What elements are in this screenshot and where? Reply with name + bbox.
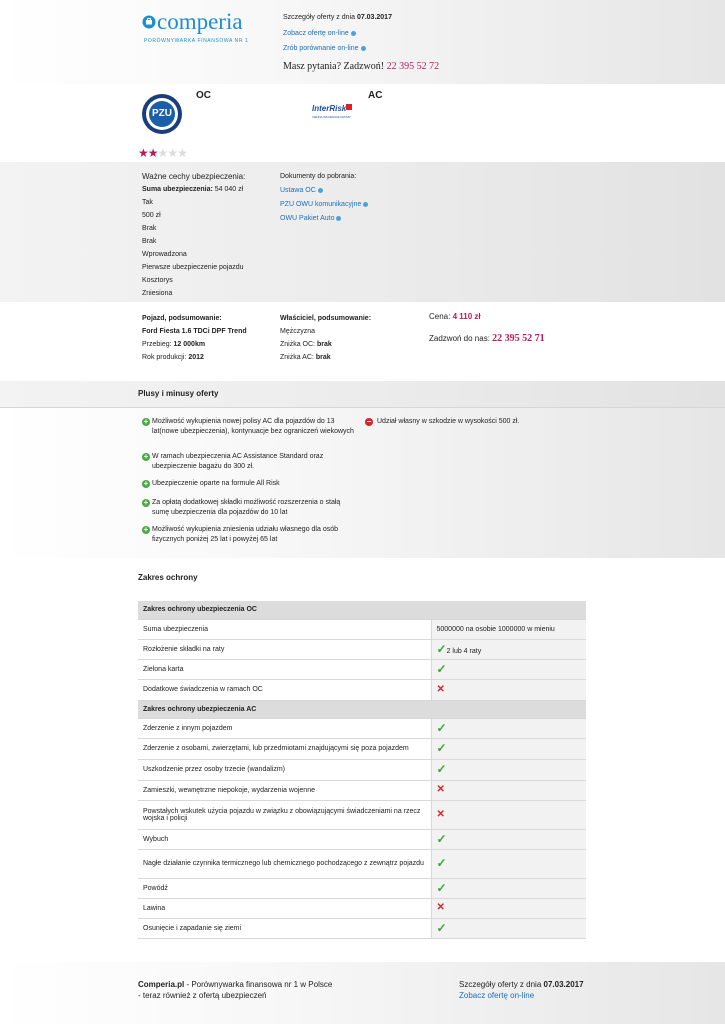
cross-icon: ✕ bbox=[436, 902, 445, 913]
coverage-label: Rozłożenie składki na raty bbox=[138, 639, 431, 659]
check-icon: ✓ bbox=[436, 831, 447, 846]
coverage-label: Dodatkowe świadczenia w ramach OC bbox=[138, 679, 431, 700]
compare-link[interactable] bbox=[283, 45, 366, 52]
cross-icon: ✕ bbox=[436, 683, 445, 695]
star-icon: ★ bbox=[177, 146, 187, 160]
document-link[interactable]: Ustawa OC bbox=[280, 184, 368, 198]
coverage-title: Zakres ochrony bbox=[138, 573, 198, 582]
check-icon: ✓ bbox=[436, 762, 447, 776]
offer-date-prefix: Szczegóły oferty z dnia bbox=[283, 14, 355, 21]
coverage-label: Suma ubezpieczenia bbox=[138, 619, 431, 639]
coverage-label: Zamieszki, wewnętrzne niepokoje, wydarzenia wojenne bbox=[138, 780, 431, 800]
coverage-label: Wybuch bbox=[138, 829, 431, 849]
info-icon bbox=[318, 188, 323, 193]
pzu-logo bbox=[142, 94, 182, 134]
footer-date-prefix: Szczegóły oferty z dnia bbox=[459, 980, 542, 989]
feature-item: Wprowadzona bbox=[142, 251, 187, 258]
compare-link-label[interactable]: Zrób porównanie on-line bbox=[283, 45, 359, 52]
coverage-label: Osunięcie i zapadanie się ziemi bbox=[138, 918, 431, 938]
pro-item: + Ubezpieczenie oparte na formule All Risk bbox=[143, 479, 280, 488]
feature-item: Brak bbox=[142, 225, 157, 232]
footer-date: 07.03.2017 bbox=[543, 980, 584, 989]
documents-title: Dokumenty do pobrania: bbox=[280, 173, 357, 180]
coverage-value bbox=[431, 659, 586, 679]
feature-item: Zniesiona bbox=[142, 290, 173, 297]
plus-icon: + bbox=[143, 498, 149, 507]
check-icon: ✓ bbox=[436, 856, 447, 870]
see-offer-link[interactable] bbox=[283, 30, 356, 37]
coverage-label: Nagłe działanie czynnika termicznego lub chemicznego pochodzącego z zewnątrz pojazdu bbox=[138, 849, 431, 878]
feature-item: Brak bbox=[142, 238, 157, 245]
owner-title: Właściciel, podsumowanie: bbox=[280, 315, 372, 322]
info-icon bbox=[351, 31, 356, 36]
owner-summary bbox=[280, 312, 371, 364]
price-label: Cena: bbox=[429, 312, 451, 321]
star-icon: ★ bbox=[157, 146, 168, 160]
info-icon bbox=[336, 216, 341, 221]
coverage-label: Uszkodzenie przez osoby trzecie (wandalizm) bbox=[138, 759, 431, 780]
footer-right bbox=[459, 979, 584, 1001]
ac-discount-line: Zniżka AC: brak bbox=[280, 354, 331, 361]
sum-label: Suma ubezpieczenia: bbox=[142, 186, 213, 193]
features-title: Ważne cechy ubezpieczenia: bbox=[142, 172, 246, 181]
info-icon bbox=[361, 46, 366, 51]
sum-line bbox=[142, 183, 245, 196]
offer-date-line bbox=[283, 14, 392, 21]
pros-cons-title: Plusy i minusy oferty bbox=[138, 389, 219, 398]
interrisk-logo-subtext: VIENNA INSURANCE GROUP bbox=[312, 115, 351, 119]
owner-gender: Mężczyzna bbox=[280, 328, 316, 335]
coverage-label: Zderzenie z innym pojazdem bbox=[138, 718, 431, 738]
feature-item: 500 zł bbox=[142, 212, 161, 219]
info-icon bbox=[363, 202, 368, 207]
coverage-table bbox=[138, 601, 586, 939]
footer-line2: - teraz również z ofertą ubezpieczeń bbox=[138, 991, 267, 1000]
oc-discount-line: Zniżka OC: brak bbox=[280, 341, 332, 348]
price-line bbox=[429, 312, 481, 321]
footer-brand[interactable]: Comperia.pl bbox=[138, 980, 185, 989]
questions-text: Masz pytania? Zadzwoń! bbox=[283, 61, 385, 72]
logo-tagline: PORÓWNYWARKA FINANSOWA NR 1 bbox=[144, 38, 249, 44]
feature-item: Pierwsze ubezpieczenie pojazdu bbox=[142, 264, 244, 271]
coverage-value bbox=[431, 679, 586, 700]
comperia-logo-icon bbox=[142, 15, 156, 29]
check-icon: ✓ bbox=[436, 880, 447, 895]
rating-stars bbox=[138, 146, 187, 160]
pzu-logo-text: PZU bbox=[152, 108, 172, 119]
check-icon: ✓ bbox=[436, 641, 447, 656]
check-icon: ✓ bbox=[436, 920, 447, 935]
sum-value: 54 040 zł bbox=[214, 186, 244, 193]
mileage-line: Przebieg: 12 000km bbox=[142, 341, 206, 348]
ac-section-header: Zakres ochrony ubezpieczenia AC bbox=[138, 700, 586, 718]
cross-icon: ✕ bbox=[436, 784, 445, 795]
cross-icon: ✕ bbox=[436, 808, 445, 820]
interrisk-logo bbox=[312, 104, 358, 124]
star-icon: ★ bbox=[147, 146, 158, 160]
oc-label: OC bbox=[196, 90, 211, 101]
star-icon: ★ bbox=[138, 146, 148, 160]
logo[interactable] bbox=[142, 10, 262, 46]
coverage-value: 5000000 na osobie 1000000 w mieniu bbox=[431, 619, 586, 639]
minus-icon: − bbox=[366, 417, 372, 426]
coverage-value: ✓2 lub 4 raty bbox=[431, 639, 586, 659]
pro-item: + Możliwość wykupienia nowej polisy AC dla pojazdów do 13 lat(nowe ubezpieczenia), kontynuacje bez ograniczeń wiekowych bbox=[143, 417, 354, 435]
pro-item: + Możliwość wykupienia zniesienia udziału własnego dla osób fizycznych poniżej 25 lat i powyżej 65 lat bbox=[143, 525, 338, 543]
call-phone[interactable]: 22 395 52 71 bbox=[492, 333, 545, 344]
document-link[interactable]: OWU Pakiet Auto bbox=[280, 212, 368, 226]
footer-see-offer-link[interactable]: Zobacz ofertę on-line bbox=[459, 991, 535, 1000]
coverage-label: Lawina bbox=[138, 898, 431, 918]
footer-left bbox=[138, 979, 332, 1001]
see-offer-link-label[interactable]: Zobacz ofertę on-line bbox=[283, 30, 349, 37]
features-block bbox=[142, 170, 245, 300]
check-icon: ✓ bbox=[436, 720, 447, 735]
con-item: − Udział własny w szkodzie w wysokości 500 zł. bbox=[366, 417, 520, 426]
header-phone[interactable]: 22 395 52 72 bbox=[386, 61, 440, 72]
call-line bbox=[429, 333, 545, 344]
coverage-label: Powódź bbox=[138, 878, 431, 898]
vehicle-model: Ford Fiesta 1.6 TDCi DPF Trend bbox=[142, 328, 247, 335]
coverage-label: Powstałych wskutek użycia pojazdu w związku z obowiązującymi świadczeniami na rzecz wojska i policji bbox=[138, 800, 431, 829]
footer-line1: - Porównywarka finansowa nr 1 w Polsce bbox=[184, 980, 333, 989]
ac-label: AC bbox=[368, 90, 383, 101]
vehicle-title: Pojazd, podsumowanie: bbox=[142, 315, 222, 322]
plus-icon: + bbox=[143, 452, 149, 461]
plus-icon: + bbox=[143, 479, 149, 488]
interrisk-logo-text: InterRisk bbox=[312, 104, 347, 113]
plus-icon: + bbox=[143, 417, 149, 426]
questions-line bbox=[283, 61, 439, 72]
price-value: 4 110 zł bbox=[452, 312, 481, 321]
logo-text: comperia bbox=[157, 9, 243, 34]
vehicle-summary bbox=[142, 312, 247, 364]
coverage-label: Zderzenie z osobami, zwierzętami, lub przedmiotami znajdującymi się poza pojazdem bbox=[138, 738, 431, 759]
pros-cons-band bbox=[0, 408, 725, 558]
documents-block bbox=[280, 170, 368, 226]
check-icon: ✓ bbox=[436, 661, 447, 676]
feature-item: Tak bbox=[142, 199, 153, 206]
pro-item: + W ramach ubezpieczenia AC Assistance Standard oraz ubezpieczenie bagażu do 300 zł. bbox=[143, 452, 324, 470]
feature-item: Kosztorys bbox=[142, 277, 173, 284]
pro-item: + Za opłatą dodatkowej składki możliwość rozszerzenia o stałą sumę ubezpieczenia dla pojazdów do 10 lat bbox=[143, 498, 341, 516]
call-label: Zadzwoń do nas: bbox=[429, 334, 490, 343]
plus-icon: + bbox=[143, 525, 149, 534]
oc-section-header: Zakres ochrony ubezpieczenia OC bbox=[138, 601, 586, 619]
pros-cons-header-band bbox=[0, 381, 725, 408]
footer-band bbox=[0, 962, 725, 1024]
offer-date: 07.03.2017 bbox=[356, 14, 392, 21]
check-icon: ✓ bbox=[436, 741, 447, 755]
coverage-label: Zielona karta bbox=[138, 659, 431, 679]
star-icon: ★ bbox=[167, 146, 178, 160]
year-line: Rok produkcji: 2012 bbox=[142, 354, 204, 361]
document-link[interactable]: PZU OWU komunikacyjne bbox=[280, 198, 368, 212]
